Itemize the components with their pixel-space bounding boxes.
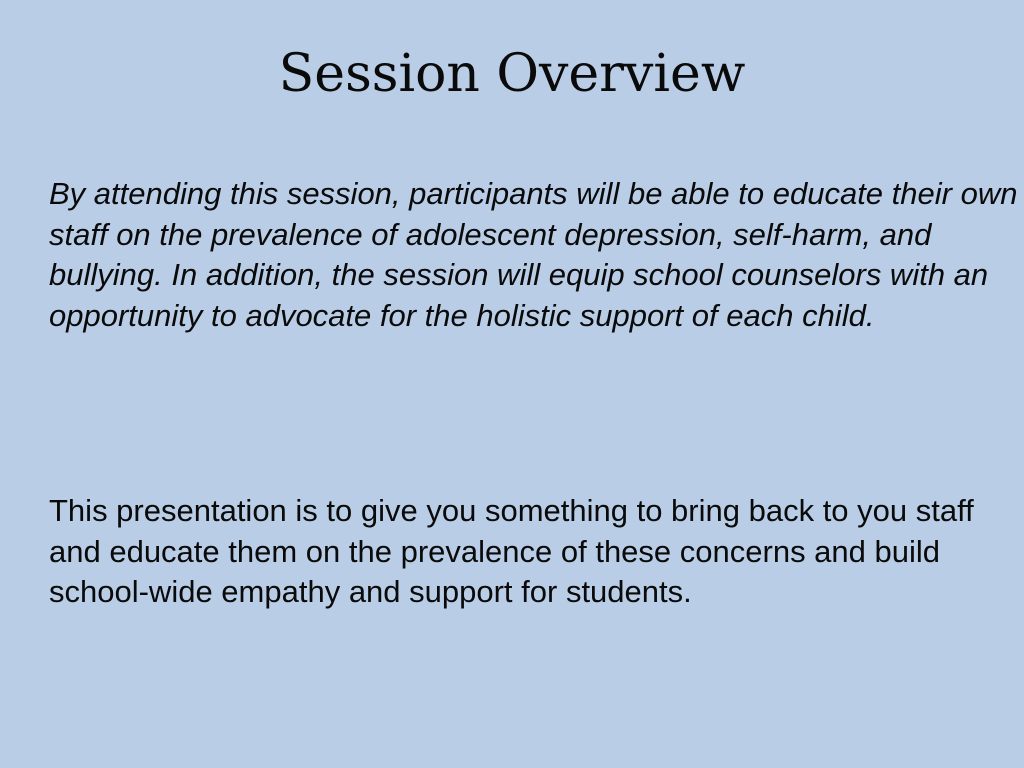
session-objective-text: By attending this session, participants will be able to educate their own staff on the prevalence of adolescent depression, self-harm, and bullying. In addition, the session will equip school counselors with an opportunity to advocate for the holistic support of each child. — [49, 176, 1018, 333]
presentation-purpose-text: This presentation is to give you something to bring back to you staff and educate them on the prevalence of these concerns and build school-wide empathy and support for students. — [49, 493, 974, 609]
slide-title: Session Overview — [278, 44, 746, 104]
